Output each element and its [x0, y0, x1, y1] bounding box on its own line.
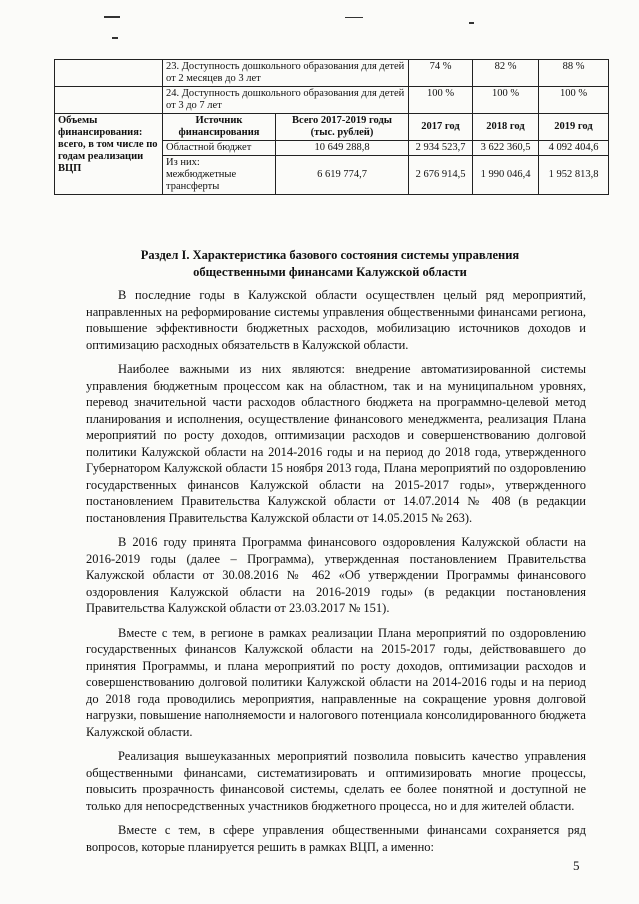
scan-mark: [112, 37, 118, 39]
table-header-cell: Всего 2017-2019 годы (тыс. рублей): [276, 114, 409, 141]
table-row: [55, 87, 609, 114]
table-row: [55, 114, 609, 141]
table-row: [55, 60, 609, 87]
paragraph: Вместе с тем, в сфере управления общественными финансами сохраняется ряд вопросов, которые планируется решить в рамках ВЦП, а именно:: [86, 823, 586, 854]
section-title-line: Раздел I. Характеристика базового состояния системы управления: [140, 248, 520, 262]
table-header-cell: 2019 год: [539, 114, 609, 141]
table-cell: 1 990 046,4: [473, 156, 539, 195]
financing-table: [54, 59, 609, 195]
table-cell: Из них: межбюджетные трансферты: [163, 156, 276, 195]
paragraph: Реализация вышеуказанных мероприятий позволила повысить качество управления общественными финансами, систематизировать и оптимизировать многие процессы, повысить прозрачность финансовой системы, сделать ее более понятной и доступной не только для непосредственных участников бюджетного процесса, но и для жителей области.: [86, 749, 586, 813]
table-cell: 100 %: [539, 87, 609, 114]
body-text: [86, 287, 586, 863]
paragraph: В последние годы в Калужской области осуществлен целый ряд мероприятий, направленных на реформирование системы управления общественными финансами региона, повышение эффективности бюджетных расходов, мобилизацию источников доходов и оптимизацию расходных обязательств в Калужской области.: [86, 288, 586, 352]
table-cell: 2 676 914,5: [409, 156, 473, 195]
page-number: 5: [573, 858, 580, 873]
table-cell: 4 092 404,6: [539, 141, 609, 156]
financing-label: Объемы финансирования: всего, в том числе по годам реализации ВЦП: [55, 114, 163, 195]
table-cell: 10 649 288,8: [276, 141, 409, 156]
table-cell: [55, 60, 163, 87]
table-cell: 82 %: [473, 60, 539, 87]
table-cell: 1 952 813,8: [539, 156, 609, 195]
scan-mark: [104, 16, 120, 18]
table-cell: 2 934 523,7: [409, 141, 473, 156]
scan-mark: [469, 22, 474, 24]
table-header-cell: 2017 год: [409, 114, 473, 141]
table-cell: 3 622 360,5: [473, 141, 539, 156]
scan-mark: [345, 17, 363, 18]
table-header-cell: Источник финансирования: [163, 114, 276, 141]
section-heading: [60, 247, 600, 281]
table-cell: 6 619 774,7: [276, 156, 409, 195]
table-cell: 23. Доступность дошкольного образования для детей от 2 месяцев до 3 лет: [163, 60, 409, 87]
paragraph: В 2016 году принята Программа финансового оздоровления Калужской области на 2016-2019 годы (далее – Программа), утвержденная постановлением Правительства Калужской области от 30.08.2016 № 462 «Об утверждении Программы финансового оздоровления Калужской области на 2016-2019 годы» (в редакции постановления Правительства Калужской области от 23.03.2017 № 151).: [86, 535, 586, 615]
paragraph: Наиболее важными из них являются: внедрение автоматизированной системы управления бюджетным процессом как на областном, так и на муниципальном уровнях, перевод значительной части расходов областного бюджета на программно-целевой метод планирования и исполнения, осуществление финансового менеджмента, реализация Плана мероприятий по росту доходов, оптимизации расходов и совершенствованию долговой политики Калужской области на 2014-2016 годы и на период до 2018 года, утвержденного Губернатором Калужской области 15 ноября 2013 года, Плана мероприятий по оздоровлению государственных финансов Калужской области на 2015-2017 годы», утвержденного постановлением Правительства Калужской области от 14.07.2014 № 408 (в редакции постановления Правительства Калужской области от 14.05.2015 № 263).: [86, 362, 586, 525]
table-cell: [55, 87, 163, 114]
paragraph: Вместе с тем, в регионе в рамках реализации Плана мероприятий по оздоровлению государственных финансов Калужской области на 2015-2017 годы, действовавшего до принятия Программы, и плана мероприятий по росту доходов, оптимизации расходов и совершенствованию долговой политики Калужской области на 2014-2016 годы и на период до 2018 года проводились мероприятия, направленные на сокращение уровня долговой нагрузки, повышение наполняемости и налогового потенциала консолидированного бюджета Калужской области.: [86, 625, 586, 739]
table-cell: 100 %: [409, 87, 473, 114]
table-cell: Областной бюджет: [163, 141, 276, 156]
table-cell: 100 %: [473, 87, 539, 114]
table-cell: 88 %: [539, 60, 609, 87]
table-header-cell: 2018 год: [473, 114, 539, 141]
table-cell: 74 %: [409, 60, 473, 87]
section-title-line: общественными финансами Калужской области: [193, 265, 467, 279]
table-cell: 24. Доступность дошкольного образования для детей от 3 до 7 лет: [163, 87, 409, 114]
